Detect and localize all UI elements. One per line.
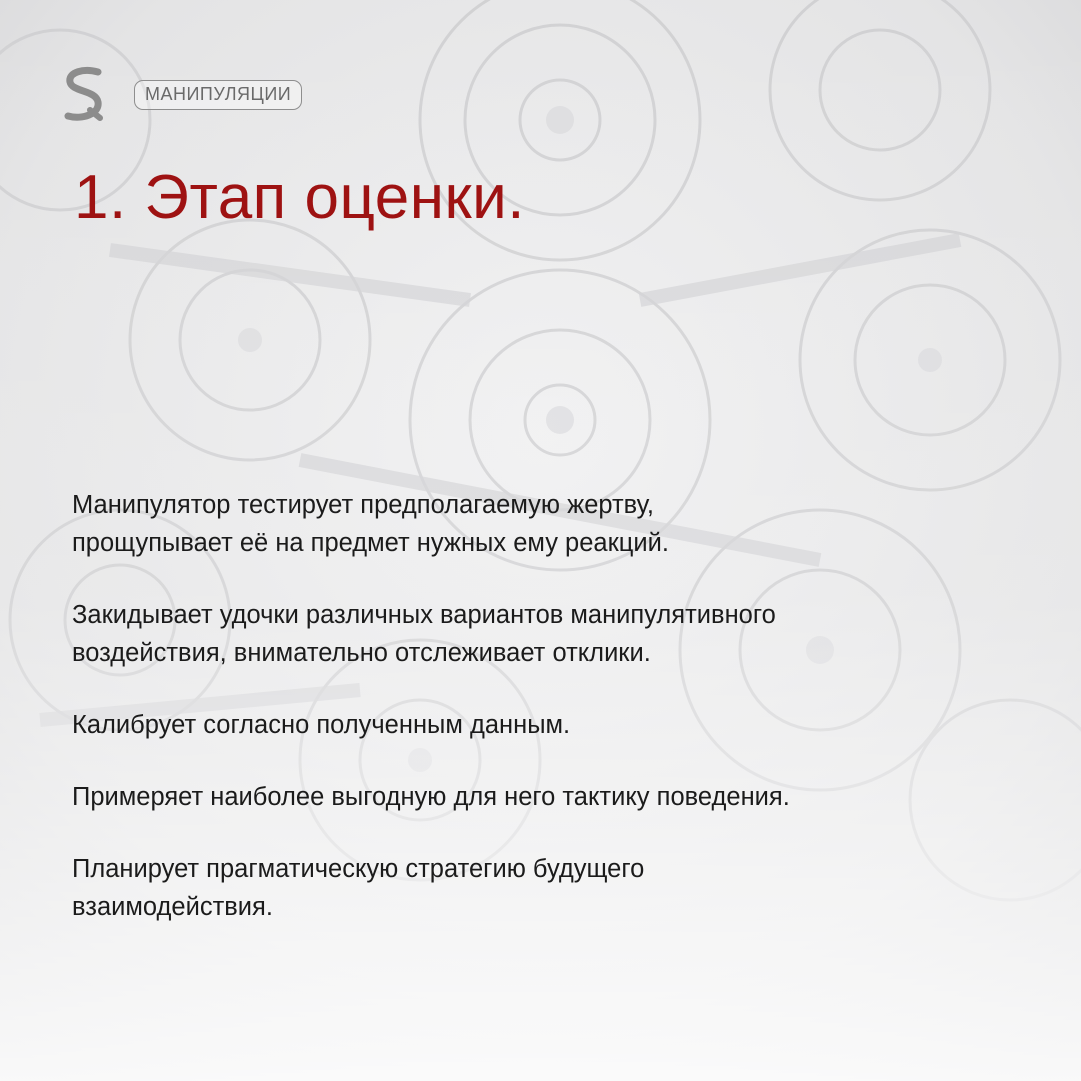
category-tag: МАНИПУЛЯЦИИ [134,80,302,110]
paragraph-tactics [72,778,1012,816]
paragraph-line: Закидывает удочки различных вариантов манипулятивного [72,601,776,629]
paragraph-line: Примеряет наиболее выгодную для него тактику поведения. [72,783,790,811]
paragraph-line: взаимодействия. [72,893,273,921]
paragraph-line: Калибрует согласно полученным данным. [72,711,571,739]
paragraph-strategy [72,850,1012,926]
content-body [72,486,1012,960]
paragraph-line: прощупывает её на предмет нужных ему реакций. [72,529,669,557]
paragraph-line: воздействия, внимательно отслеживает отклики. [72,639,651,667]
stylized-s-logo-icon [60,66,108,122]
paragraph-calibration [72,706,1012,744]
page-title: 1. Этап оценки. [74,163,525,232]
paragraph-line: Манипулятор тестирует предполагаемую жертву, [72,491,654,519]
paragraph-testing [72,486,1012,562]
paragraph-line: Планирует прагматическую стратегию будущего [72,855,645,883]
paragraph-influence [72,596,1012,672]
